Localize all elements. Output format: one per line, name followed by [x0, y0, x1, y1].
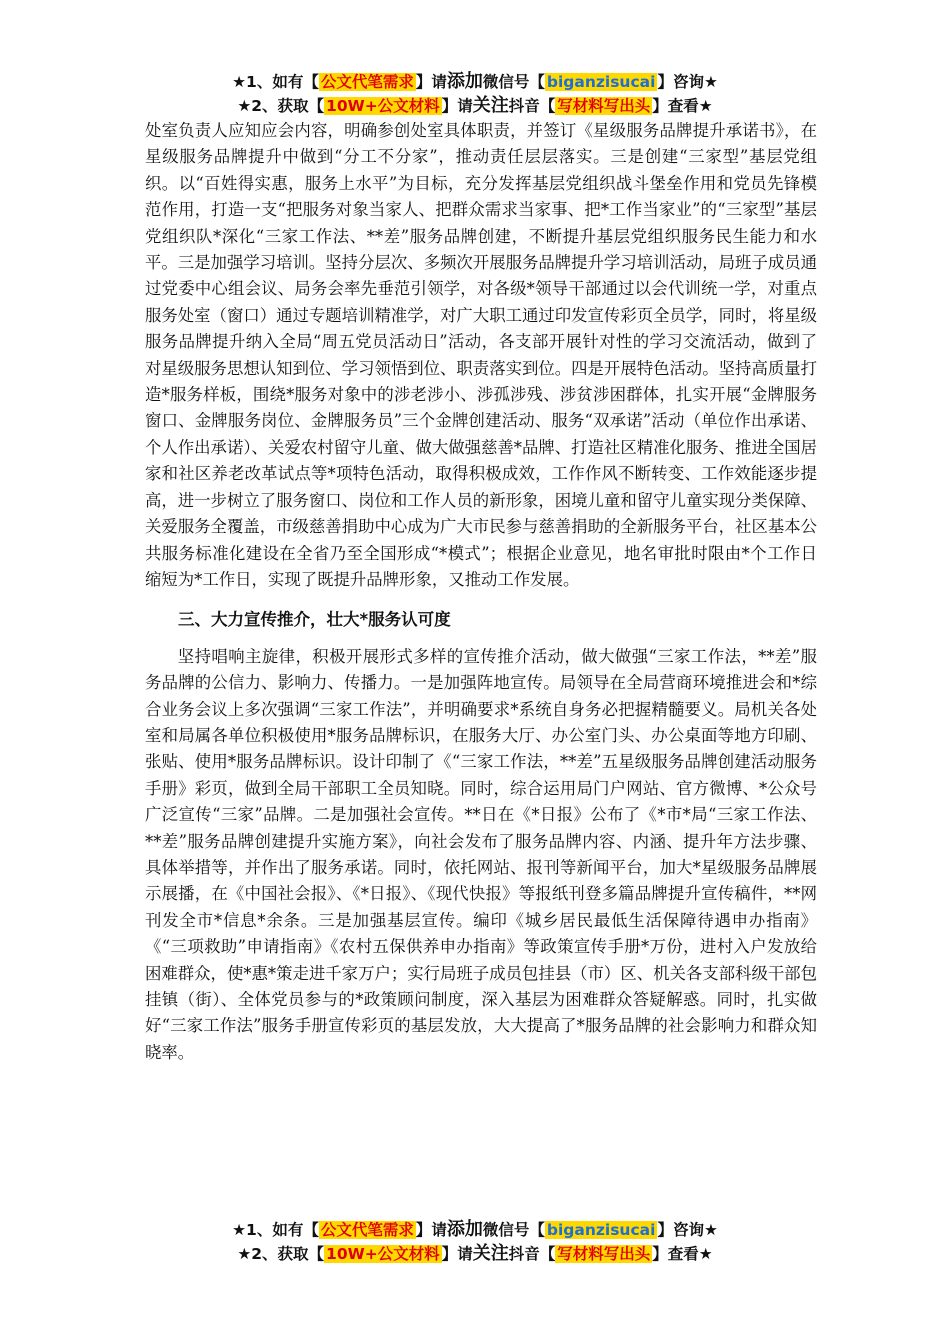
promo-line-2: ★2、获取【 10W+公文材料 】请关注抖音【 写材料写出头 】查看★: [237, 1243, 713, 1264]
highlight-service: 公文代笔需求: [320, 1221, 414, 1239]
promo-banner-top: [0, 70, 950, 118]
promo-line-1: ★1、如有【 公文代笔需求 】请添加微信号【 biganzisucai 】咨询★: [232, 1219, 718, 1240]
highlight-service: 公文代笔需求: [320, 73, 414, 91]
promo-banner-bottom: [0, 1218, 950, 1266]
highlight-materials: 10W+公文材料: [326, 97, 440, 115]
highlight-douyin-account: 写材料写出头: [557, 1245, 651, 1263]
highlight-wechat-id: biganzisucai: [546, 1221, 656, 1239]
promo-line-2: ★2、获取【 10W+公文材料 】请关注抖音【 写材料写出头 】查看★: [237, 95, 713, 116]
body-paragraph-2: 坚持唱响主旋律，积极开展形式多样的宣传推介活动，做大做强“三家工作法，**差”服务品牌的公信力、影响力、传播力。一是加强阵地宣传。局领导在全局营商环境推进会和*综合业务会议上多次强调“三家工作法”，并明确要求*系统自身务必把握精髓要义。局机关各处室和局属各单位积极使用*服务品牌标识，在服务大厅、办公室门头、办公桌面等地方印刷、张贴、使用*服务品牌标识。设计印制了《“三家工作法，**差”五星级服务品牌创建活动服务手册》彩页，做到全局干部职工全员知晓。同时，综合运用局门户网站、官方微博、*公众号广泛宣传“三家”品牌。二是加强社会宣传。**日在《*日报》公布了《*市*局“三家工作法、**差”服务品牌创建提升实施方案》，向社会发布了服务品牌内容、内涵、提升年方法步骤、具体举措等，并作出了服务承诺。同时，依托网站、报刊等新闻平台，加大*星级服务品牌展示展播，在《中国社会报》、《*日报》、《现代快报》等报纸刊登多篇品牌提升宣传稿件，**网刊发全市*信息*余条。三是加强基层宣传。编印《城乡居民最低生活保障待遇申办指南》《“三项救助”申请指南》《农村五保供养申办指南》等政策宣传手册*万份，进村入户发放给困难群众，使*惠*策走进千家万户；实行局班子成员包挂县（市）区、机关各支部科级干部包挂镇（街）、全体党员参与的*政策顾问制度，深入基层为困难群众答疑解惑。同时，扎实做好“三家工作法”服务手册宣传彩页的基层发放，大大提高了*服务品牌的社会影响力和群众知晓率。: [145, 646, 818, 1062]
highlight-douyin-account: 写材料写出头: [557, 97, 651, 115]
section-heading-3: 三、大力宣传推介，壮大*服务认可度: [178, 610, 451, 630]
highlight-wechat-id: biganzisucai: [546, 73, 656, 91]
body-paragraph-1: 处室负责人应知应会内容，明确参创处室具体职责，并签订《星级服务品牌提升承诺书》，在星级服务品牌提升中做到“分工不分家”，推动责任层层落实。三是创建“三家型”基层党组织。以“百姓得实惠，服务上水平”为目标，充分发挥基层党组织战斗堡垒作用和党员先锋模范作用，打造一支“把服务对象当家人、把群众需求当家事、把*工作当家业”的“三家型”基层党组织队*深化“三家工作法、**差”服务品牌创建，不断提升基层党组织服务民生能力和水平。三是加强学习培训。坚持分层次、多频次开展服务品牌提升学习培训活动，局班子成员通过党委中心组会议、局务会率先垂范引领学，对各级*领导干部通过以会代训统一学，对重点服务处室（窗口）通过专题培训精准学，对广大职工通过印发宣传彩页全员学，同时，将星级服务品牌提升纳入全局“周五党员活动日”活动，各支部开展针对性的学习交流活动，做到了对星级服务思想认知到位、学习领悟到位、职责落实到位。四是开展特色活动。坚持高质量打造*服务样板，围绕*服务对象中的涉老涉小、涉孤涉残、涉贫涉困群体，扎实开展“金牌服务窗口、金牌服务岗位、金牌服务员”三个金牌创建活动、服务“双承诺”活动（单位作出承诺、个人作出承诺）、关爱农村留守儿童、做大做强慈善*品牌、打造社区精准化服务、推进全国居家和社区养老改革试点等*项特色活动，取得积极成效，工作作风不断转变、工作效能逐步提高，进一步树立了服务窗口、岗位和工作人员的新形象，困境儿童和留守儿童实现分类保障、关爱服务全覆盖，市级慈善捐助中心成为广大市民参与慈善捐助的全新服务平台，社区基本公共服务标准化建设在全省乃至全国形成“*模式”；根据企业意见，地名审批时限由*个工作日缩短为*工作日，实现了既提升品牌形象，又推动工作发展。: [145, 121, 818, 589]
highlight-materials: 10W+公文材料: [326, 1245, 440, 1263]
document-body: [145, 118, 817, 1066]
promo-line-1: ★1、如有【 公文代笔需求 】请添加微信号【 biganzisucai 】咨询★: [232, 71, 718, 92]
